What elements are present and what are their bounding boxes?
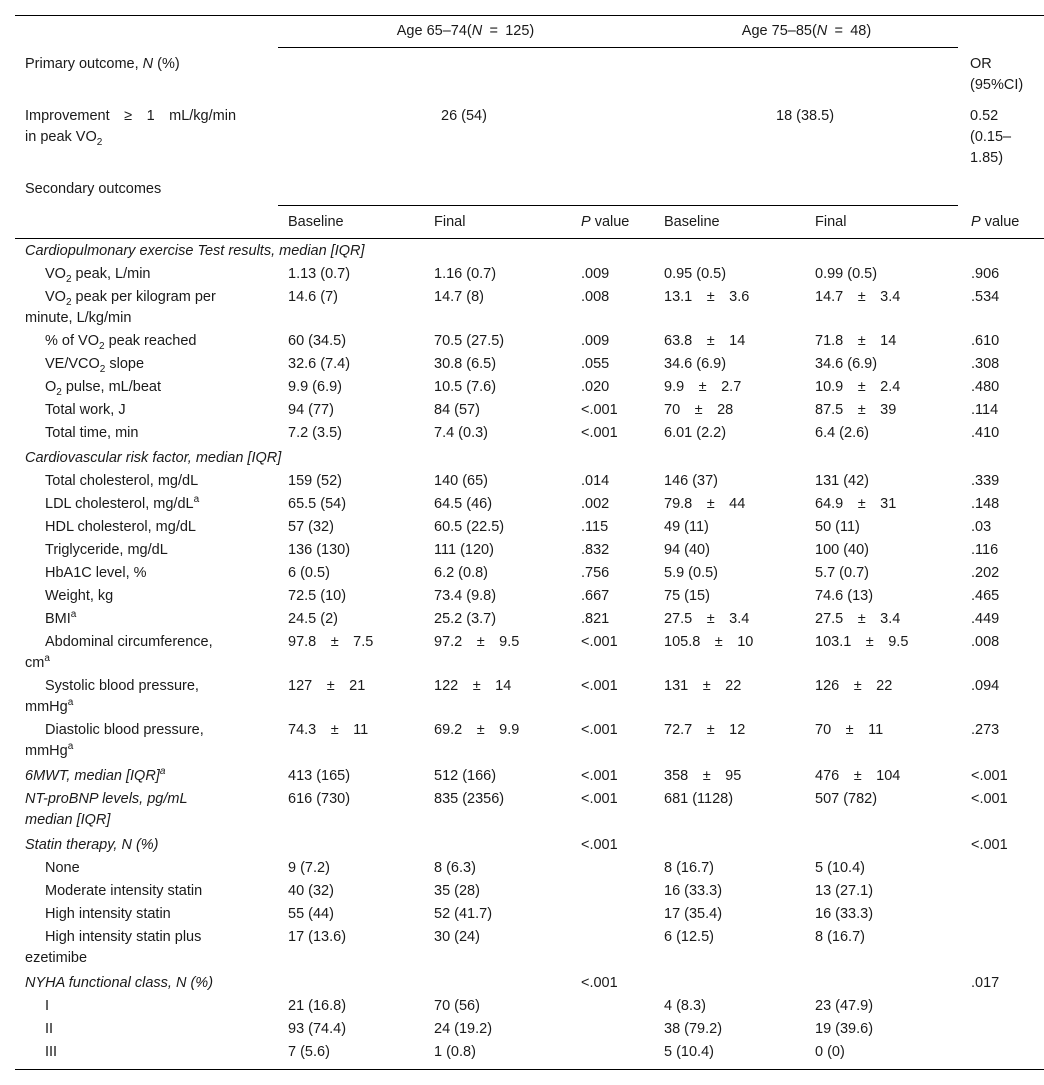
cell-ldl-2: .002 — [581, 496, 610, 512]
cell-highplus-1: 30 (24) — [434, 929, 480, 945]
cell-vo2peak-2: .009 — [581, 266, 610, 282]
row-label-pctvo2 — [25, 331, 196, 352]
cell-tottime-3: 6.01 (2.2) — [664, 425, 727, 441]
row-label-totwork: Total work, J — [45, 402, 126, 418]
primary-label-n: N — [142, 56, 154, 72]
pctvo2-sub: 2 — [99, 340, 105, 352]
cell-ldl-1: 64.5 (46) — [434, 496, 493, 512]
row-label-none: None — [45, 860, 80, 876]
cell-abd-5: .008 — [971, 634, 1000, 650]
cell-trig-5: .116 — [971, 542, 999, 558]
highplus-line1: High intensity statin plus — [45, 929, 202, 945]
cell-o2pulse-5: .480 — [971, 379, 1000, 395]
cell-vevco2-5: .308 — [971, 356, 1000, 372]
cell-weight-5: .465 — [971, 588, 1000, 604]
cell-o2pulse-1: 10.5 (7.6) — [434, 379, 497, 395]
ldl-sup: a — [193, 494, 200, 506]
cell-chol-2: .014 — [581, 473, 610, 489]
row-label-bmi — [25, 609, 76, 630]
cell-ntpro-4: 507 (782) — [815, 791, 878, 807]
cell-dbp-1: 69.2 ± 9.9 — [434, 722, 520, 738]
cell-o2pulse-4: 10.9 ± 2.4 — [815, 379, 901, 395]
row-label-vo2kg — [25, 287, 216, 329]
sbp-line2: mmHg — [25, 699, 68, 715]
cell-tottime-4: 6.4 (2.6) — [815, 425, 869, 441]
sbp-line1: Systolic blood pressure, — [45, 678, 199, 694]
group1-n: N — [471, 23, 483, 39]
cell-bmi-3: 27.5 ± 3.4 — [664, 611, 750, 627]
cell-c2-3: 19 (39.6) — [815, 1021, 874, 1037]
cell-dbp-4: 70 ± 11 — [815, 722, 884, 738]
ntpro-line2: median [IQR] — [25, 812, 111, 828]
cell-vevco2-0: 32.6 (7.4) — [288, 356, 351, 372]
smwt-sup: a — [159, 766, 166, 778]
cell-tottime-0: 7.2 (3.5) — [288, 425, 342, 441]
cell-vo2kg-0: 14.6 (7) — [288, 289, 338, 305]
row-label-highplus — [25, 927, 201, 969]
improvement-sub: 2 — [96, 136, 103, 148]
cell-smwt-5: <.001 — [971, 768, 1008, 784]
highplus-line2: ezetimibe — [25, 950, 88, 966]
group1-count: = 125) — [482, 23, 535, 39]
or-line1: 0.52 — [970, 108, 999, 124]
section-nyha: NYHA functional class, N (%) — [25, 975, 214, 991]
cell-moderate-0: 40 (32) — [288, 883, 334, 899]
cell-vo2peak-4: 0.99 (0.5) — [815, 266, 878, 282]
cell-totwork-2: <.001 — [581, 402, 618, 418]
cell-bmi-0: 24.5 (2) — [288, 611, 338, 627]
cell-moderate-1: 35 (28) — [434, 883, 480, 899]
row-label-tottime: Total time, min — [45, 425, 139, 441]
row-label-class3: III — [45, 1044, 58, 1060]
cell-dbp-2: <.001 — [581, 722, 618, 738]
sbp-sup: a — [67, 697, 74, 709]
row-label-vo2peak — [25, 264, 151, 285]
cell-vo2kg-2: .008 — [581, 289, 610, 305]
primary-outcome-label — [25, 54, 180, 75]
cell-highplus-2: 6 (12.5) — [664, 929, 714, 945]
cell-smwt-1: 512 (166) — [434, 768, 497, 784]
cell-hdl-5: .03 — [971, 519, 992, 535]
cell-totwork-3: 70 ± 28 — [664, 402, 734, 418]
cell-weight-3: 75 (15) — [664, 588, 710, 604]
cell-bmi-1: 25.2 (3.7) — [434, 611, 497, 627]
nyha-p2: .017 — [971, 975, 1000, 991]
cell-ldl-4: 64.9 ± 31 — [815, 496, 897, 512]
cell-high-0: 55 (44) — [288, 906, 334, 922]
group2-count: = 48) — [827, 23, 872, 39]
cell-ntpro-1: 835 (2356) — [434, 791, 505, 807]
row-label-ntpro — [25, 789, 188, 831]
cell-totwork-5: .114 — [971, 402, 999, 418]
row-label-class2: II — [45, 1021, 54, 1037]
group2-header — [655, 21, 958, 42]
vo2peak-sub: 2 — [65, 273, 72, 285]
group-rule — [278, 47, 958, 48]
cell-c3-1: 1 (0.8) — [434, 1044, 476, 1060]
cell-vo2kg-5: .534 — [971, 289, 1000, 305]
cell-abd-4: 103.1 ± 9.5 — [815, 634, 909, 650]
row-label-sbp — [25, 676, 199, 718]
group2-n: N — [816, 23, 828, 39]
or-header — [970, 54, 1023, 96]
cell-none-0: 9 (7.2) — [288, 860, 330, 876]
row-label-chol: Total cholesterol, mg/dL — [45, 473, 199, 489]
cell-hba1c-2: .756 — [581, 565, 610, 581]
dbp-line1: Diastolic blood pressure, — [45, 722, 204, 738]
cell-abd-1: 97.2 ± 9.5 — [434, 634, 520, 650]
pctvo2-a: % of VO — [45, 333, 99, 349]
cell-high-3: 16 (33.3) — [815, 906, 874, 922]
cell-vo2peak-0: 1.13 (0.7) — [288, 266, 351, 282]
ntpro-line1: NT-proBNP levels, pg/mL — [25, 791, 188, 807]
secondary-outcomes-label: Secondary outcomes — [25, 181, 162, 197]
cell-c1-3: 23 (47.9) — [815, 998, 874, 1014]
o2pulse-a: O — [45, 379, 57, 395]
cell-o2pulse-2: .020 — [581, 379, 610, 395]
improvement-line1: Improvement ≥ 1 mL/kg/min — [25, 108, 237, 124]
col-final-2: Final — [815, 214, 847, 230]
cell-chol-4: 131 (42) — [815, 473, 870, 489]
cell-c3-3: 0 (0) — [815, 1044, 845, 1060]
row-label-abd — [25, 632, 213, 674]
p-letter-2: P — [971, 214, 981, 230]
p-rest-1: value — [590, 214, 630, 230]
col-p-2 — [971, 212, 1019, 233]
cell-ldl-3: 79.8 ± 44 — [664, 496, 746, 512]
improvement-label — [25, 106, 236, 148]
cell-hba1c-0: 6 (0.5) — [288, 565, 330, 581]
or-header-line2: (95%CI) — [970, 77, 1024, 93]
cell-trig-1: 111 (120) — [434, 542, 494, 558]
cell-c2-1: 24 (19.2) — [434, 1021, 493, 1037]
bmi-sup: a — [70, 609, 77, 621]
cell-tottime-1: 7.4 (0.3) — [434, 425, 488, 441]
row-label-hdl: HDL cholesterol, mg/dL — [45, 519, 196, 535]
group1-prefix: Age 65–74( — [396, 23, 472, 39]
cell-abd-3: 105.8 ± 10 — [664, 634, 754, 650]
cell-smwt-0: 413 (165) — [288, 768, 351, 784]
cell-vo2kg-1: 14.7 (8) — [434, 289, 484, 305]
cell-moderate-2: 16 (33.3) — [664, 883, 723, 899]
cell-c3-2: 5 (10.4) — [664, 1044, 714, 1060]
col-p-1 — [581, 212, 629, 233]
cell-none-2: 8 (16.7) — [664, 860, 714, 876]
cell-sbp-5: .094 — [971, 678, 1000, 694]
cell-highplus-3: 8 (16.7) — [815, 929, 865, 945]
cell-c2-2: 38 (79.2) — [664, 1021, 723, 1037]
cell-o2pulse-3: 9.9 ± 2.7 — [664, 379, 742, 395]
cell-vo2peak-3: 0.95 (0.5) — [664, 266, 727, 282]
cell-dbp-5: .273 — [971, 722, 1000, 738]
vevco2-a: VE/VCO — [45, 356, 100, 372]
col-baseline-2: Baseline — [664, 214, 720, 230]
abd-line1: Abdominal circumference, — [45, 634, 213, 650]
cell-chol-1: 140 (65) — [434, 473, 489, 489]
cell-c1-2: 4 (8.3) — [664, 998, 706, 1014]
group1-header — [278, 21, 653, 42]
cell-ntpro-2: <.001 — [581, 791, 618, 807]
vo2kg-sub: 2 — [65, 296, 72, 308]
dbp-line2: mmHg — [25, 743, 68, 759]
cell-sbp-0: 127 ± 21 — [288, 678, 366, 694]
cell-pctvo2-3: 63.8 ± 14 — [664, 333, 746, 349]
primary-or-value — [970, 106, 1011, 169]
col-final-1: Final — [434, 214, 466, 230]
row-label-class1: I — [45, 998, 50, 1014]
abd-line2: cm — [25, 655, 45, 671]
vo2kg-b: peak per kilogram per — [71, 289, 216, 305]
cell-weight-4: 74.6 (13) — [815, 588, 874, 604]
primary-label-pct: (%) — [153, 56, 180, 72]
cell-weight-1: 73.4 (9.8) — [434, 588, 497, 604]
cell-abd-0: 97.8 ± 7.5 — [288, 634, 374, 650]
statin-p1: <.001 — [581, 837, 618, 853]
vo2peak-a: VO — [45, 266, 66, 282]
ldl-text: LDL cholesterol, mg/dL — [45, 496, 194, 512]
section-statin: Statin therapy, N (%) — [25, 837, 159, 853]
cell-vo2peak-5: .906 — [971, 266, 1000, 282]
cell-high-1: 52 (41.7) — [434, 906, 493, 922]
cell-weight-0: 72.5 (10) — [288, 588, 347, 604]
cell-bmi-5: .449 — [971, 611, 1000, 627]
section-cvrf: Cardiovascular risk factor, median [IQR] — [25, 450, 282, 466]
improvement-line2: in peak VO — [25, 129, 97, 145]
vevco2-b: slope — [105, 356, 145, 372]
vevco2-sub: 2 — [99, 363, 106, 375]
abd-sup: a — [44, 653, 50, 665]
nyha-p1: <.001 — [581, 975, 618, 991]
cell-ldl-0: 65.5 (54) — [288, 496, 347, 512]
dbp-sup: a — [67, 741, 74, 753]
row-label-hba1c: HbA1C level, % — [45, 565, 147, 581]
cell-hba1c-3: 5.9 (0.5) — [664, 565, 718, 581]
cell-dbp-0: 74.3 ± 11 — [288, 722, 369, 738]
top-rule — [15, 15, 1044, 16]
p-letter-1: P — [581, 214, 591, 230]
pctvo2-b: peak reached — [104, 333, 197, 349]
cell-smwt-4: 476 ± 104 — [815, 768, 901, 784]
cell-totwork-0: 94 (77) — [288, 402, 334, 418]
col-baseline-1: Baseline — [288, 214, 344, 230]
cell-hdl-1: 60.5 (22.5) — [434, 519, 505, 535]
cell-sbp-2: <.001 — [581, 678, 618, 694]
row-label-vevco2 — [25, 354, 144, 375]
cell-vevco2-3: 34.6 (6.9) — [664, 356, 727, 372]
cell-pctvo2-4: 71.8 ± 14 — [815, 333, 897, 349]
cell-trig-4: 100 (40) — [815, 542, 870, 558]
cell-vo2kg-4: 14.7 ± 3.4 — [815, 289, 901, 305]
cell-hdl-4: 50 (11) — [815, 519, 860, 535]
cell-pctvo2-2: .009 — [581, 333, 610, 349]
cell-pctvo2-0: 60 (34.5) — [288, 333, 347, 349]
cell-pctvo2-1: 70.5 (27.5) — [434, 333, 505, 349]
cell-high-2: 17 (35.4) — [664, 906, 723, 922]
cell-ntpro-0: 616 (730) — [288, 791, 351, 807]
smwt-text: 6MWT, median [IQR] — [25, 768, 160, 784]
cell-abd-2: <.001 — [581, 634, 618, 650]
primary-group1-value: 26 (54) — [441, 108, 487, 124]
cell-hdl-0: 57 (32) — [288, 519, 334, 535]
row-label-trig: Triglyceride, mg/dL — [45, 542, 168, 558]
cell-ntpro-3: 681 (1128) — [664, 791, 734, 807]
cell-hba1c-1: 6.2 (0.8) — [434, 565, 488, 581]
cell-moderate-3: 13 (27.1) — [815, 883, 874, 899]
cell-chol-3: 146 (37) — [664, 473, 719, 489]
cell-vevco2-1: 30.8 (6.5) — [434, 356, 497, 372]
vo2kg-line2: minute, L/kg/min — [25, 310, 132, 326]
cell-vo2kg-3: 13.1 ± 3.6 — [664, 289, 750, 305]
row-label-dbp — [25, 720, 204, 762]
cell-smwt-3: 358 ± 95 — [664, 768, 742, 784]
cell-bmi-2: .821 — [581, 611, 610, 627]
cell-none-1: 8 (6.3) — [434, 860, 476, 876]
cell-sbp-1: 122 ± 14 — [434, 678, 512, 694]
cell-tottime-2: <.001 — [581, 425, 618, 441]
statin-p2: <.001 — [971, 837, 1008, 853]
row-label-high: High intensity statin — [45, 906, 171, 922]
cell-none-3: 5 (10.4) — [815, 860, 865, 876]
cell-vo2peak-1: 1.16 (0.7) — [434, 266, 497, 282]
group2-prefix: Age 75–85( — [741, 23, 817, 39]
cell-trig-3: 94 (40) — [664, 542, 710, 558]
cell-chol-0: 159 (52) — [288, 473, 343, 489]
section-cpet: Cardiopulmonary exercise Test results, median [IQR] — [25, 243, 365, 259]
bmi-text: BMI — [45, 611, 71, 627]
cell-chol-5: .339 — [971, 473, 1000, 489]
row-label-moderate: Moderate intensity statin — [45, 883, 203, 899]
cell-trig-2: .832 — [581, 542, 610, 558]
cell-vevco2-4: 34.6 (6.9) — [815, 356, 878, 372]
cell-totwork-4: 87.5 ± 39 — [815, 402, 897, 418]
cell-c1-1: 70 (56) — [434, 998, 480, 1014]
secondary-rule — [278, 205, 958, 206]
o2pulse-b: pulse, mL/beat — [61, 379, 161, 395]
row-label-ldl — [25, 494, 199, 515]
cell-smwt-2: <.001 — [581, 768, 618, 784]
cell-weight-2: .667 — [581, 588, 610, 604]
cell-hba1c-4: 5.7 (0.7) — [815, 565, 869, 581]
row-label-o2pulse — [25, 377, 161, 398]
cell-trig-0: 136 (130) — [288, 542, 351, 558]
cell-dbp-3: 72.7 ± 12 — [664, 722, 746, 738]
vo2kg-a: VO — [45, 289, 66, 305]
cell-pctvo2-5: .610 — [971, 333, 1000, 349]
cell-sbp-3: 131 ± 22 — [664, 678, 742, 694]
cell-hdl-3: 49 (11) — [664, 519, 709, 535]
p-rest-2: value — [980, 214, 1020, 230]
or-line2: (0.15– — [970, 129, 1012, 145]
cell-c2-0: 93 (74.4) — [288, 1021, 347, 1037]
cell-highplus-0: 17 (13.6) — [288, 929, 347, 945]
vo2peak-b: peak, L/min — [71, 266, 151, 282]
row-label-weight: Weight, kg — [45, 588, 114, 604]
cell-hdl-2: .115 — [581, 519, 609, 535]
cell-o2pulse-0: 9.9 (6.9) — [288, 379, 342, 395]
cell-hba1c-5: .202 — [971, 565, 1000, 581]
header-bottom-rule — [15, 238, 1044, 239]
bottom-rule — [15, 1069, 1044, 1070]
or-header-line1: OR — [970, 56, 992, 72]
row-label-smwt — [25, 766, 165, 787]
primary-label-text: Primary outcome, — [25, 56, 143, 72]
cell-totwork-1: 84 (57) — [434, 402, 480, 418]
cell-sbp-4: 126 ± 22 — [815, 678, 893, 694]
cell-tottime-5: .410 — [971, 425, 1000, 441]
or-line3: 1.85) — [970, 150, 1004, 166]
primary-group2-value: 18 (38.5) — [776, 108, 835, 124]
cell-bmi-4: 27.5 ± 3.4 — [815, 611, 901, 627]
cell-c3-0: 7 (5.6) — [288, 1044, 330, 1060]
cell-vevco2-2: .055 — [581, 356, 610, 372]
cell-ntpro-5: <.001 — [971, 791, 1008, 807]
cell-ldl-5: .148 — [971, 496, 1000, 512]
cell-c1-0: 21 (16.8) — [288, 998, 347, 1014]
o2pulse-sub: 2 — [56, 386, 62, 398]
